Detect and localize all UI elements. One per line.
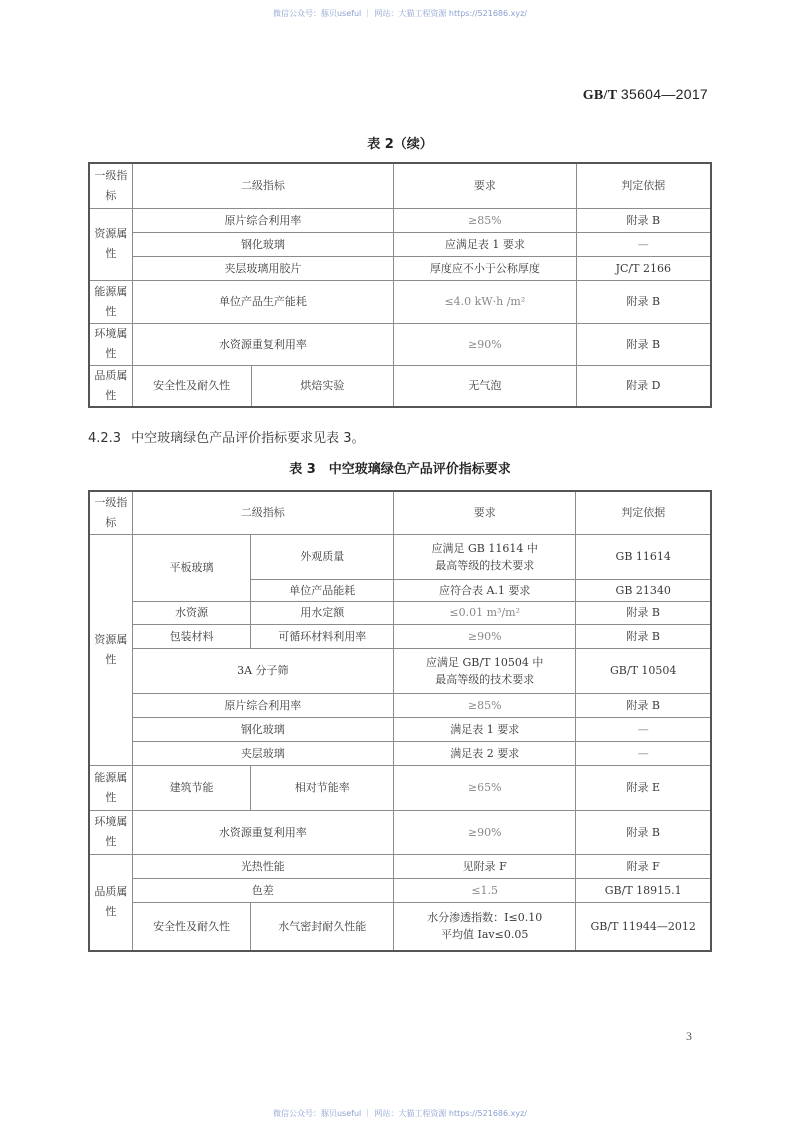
- level1-quality: 品质属性: [89, 854, 132, 951]
- table-header-row: [89, 163, 711, 208]
- table-row: [89, 365, 711, 407]
- header-requirement: 要求: [394, 163, 576, 208]
- level1-energy: 能源属性: [89, 280, 132, 323]
- table-row: [89, 693, 711, 717]
- requirement-line: 水分渗透指数：I≤0.10: [427, 911, 543, 925]
- table-row: [89, 902, 711, 951]
- requirement-cell: 见附录 F: [393, 854, 576, 878]
- basis-cell: 附录 B: [576, 323, 711, 365]
- table-row: [89, 208, 711, 232]
- basis-cell: 附录 B: [576, 693, 711, 717]
- basis-cell: 附录 B: [576, 601, 711, 624]
- level1-environment: 环境属性: [89, 810, 132, 854]
- requirement-cell: ≥85%: [394, 208, 576, 232]
- basis-cell: GB/T 10504: [576, 648, 711, 693]
- basis-cell: 附录 F: [576, 854, 711, 878]
- table-row: [89, 854, 711, 878]
- table2: [88, 162, 712, 408]
- table3: [88, 490, 712, 952]
- requirement-cell: ≤1.5: [393, 878, 576, 902]
- level2-cell: 水资源重复利用率: [132, 810, 393, 854]
- level2-cell: 光热性能: [132, 854, 393, 878]
- level2b-cell: 外观质量: [251, 534, 394, 579]
- header-level1: 一级指标: [89, 491, 132, 534]
- level2-cell: 钢化玻璃: [132, 232, 393, 256]
- level1-resource: 资源属性: [89, 208, 132, 280]
- table2-title: 表 2（续）: [367, 137, 433, 152]
- requirement-cell: [393, 534, 576, 579]
- level1-environment: 环境属性: [89, 323, 132, 365]
- header-requirement: 要求: [393, 491, 576, 534]
- requirement-cell: ≥90%: [393, 624, 576, 648]
- basis-cell: GB/T 18915.1: [576, 878, 711, 902]
- table-row: [89, 717, 711, 741]
- table-row: [89, 810, 711, 854]
- header-level1: 一级指标: [89, 163, 132, 208]
- level2a-flat-glass: 平板玻璃: [132, 534, 251, 601]
- requirement-cell: ≥65%: [393, 765, 576, 810]
- table-row: [89, 624, 711, 648]
- standard-code: [583, 86, 708, 104]
- table-row: [89, 601, 711, 624]
- header-level2: 二级指标: [132, 163, 393, 208]
- clause-4-2-3: [88, 427, 364, 446]
- watermark-bottom: 微信公众号：豚贝useful ｜ 网站：大猫工程资源 https://521686.xyz/: [272, 1109, 528, 1118]
- level2a-cell: 安全性及耐久性: [132, 902, 251, 951]
- requirement-line: 应满足 GB/T 10504 中: [426, 655, 544, 669]
- level2b-cell: 用水定额: [251, 601, 394, 624]
- level2-cell: 原片综合利用率: [132, 208, 393, 232]
- clause-text: 中空玻璃绿色产品评价指标要求见表 3。: [131, 431, 365, 446]
- standard-prefix: GB/T: [582, 88, 618, 103]
- table-row: [89, 878, 711, 902]
- basis-cell: JC/T 2166: [576, 256, 711, 280]
- table-row: [89, 280, 711, 323]
- level2b-cell: 烘焙实验: [251, 365, 394, 407]
- header-basis: 判定依据: [576, 163, 711, 208]
- requirement-line: 应满足 GB 11614 中: [431, 541, 538, 555]
- level2-cell: 单位产品生产能耗: [132, 280, 393, 323]
- requirement-cell: 应符合表 A.1 要求: [393, 579, 576, 601]
- level2-cell: 夹层玻璃: [132, 741, 393, 765]
- requirement-line: 最高等级的技术要求: [435, 672, 535, 686]
- basis-cell: —: [576, 717, 711, 741]
- level2-cell: 夹层玻璃用胶片: [132, 256, 393, 280]
- requirement-line: 平均值 Iav≤0.05: [441, 928, 529, 942]
- requirement-cell: 满足表 2 要求: [393, 741, 576, 765]
- level2a-cell: 包装材料: [132, 624, 251, 648]
- level2b-cell: 可循环材料利用率: [251, 624, 394, 648]
- watermark-top: 微信公众号：豚贝useful ｜ 网站：大猫工程资源 https://521686.xyz/: [272, 9, 528, 18]
- table-row: [89, 232, 711, 256]
- level2b-cell: 水气密封耐久性能: [251, 902, 394, 951]
- level2-cell: 钢化玻璃: [132, 717, 393, 741]
- requirement-cell: 应满足表 1 要求: [394, 232, 576, 256]
- clause-number: 4.2.3: [88, 431, 122, 446]
- requirement-cell: 满足表 1 要求: [393, 717, 576, 741]
- requirement-line: 最高等级的技术要求: [435, 558, 535, 572]
- table-row: [89, 741, 711, 765]
- requirement-cell: [393, 648, 576, 693]
- table-row: [89, 648, 711, 693]
- standard-number: 35604—2017: [620, 86, 708, 102]
- table-row: [89, 323, 711, 365]
- basis-cell: —: [576, 232, 711, 256]
- basis-cell: 附录 B: [576, 624, 711, 648]
- requirement-cell: ≥90%: [393, 810, 576, 854]
- requirement-cell: 厚度应不小于公称厚度: [394, 256, 576, 280]
- level2a-cell: 安全性及耐久性: [132, 365, 251, 407]
- basis-cell: 附录 B: [576, 280, 711, 323]
- basis-cell: GB/T 11944—2012: [576, 902, 711, 951]
- level2-cell: 水资源重复利用率: [132, 323, 393, 365]
- level1-resource: 资源属性: [89, 534, 132, 765]
- level2b-cell: 单位产品能耗: [251, 579, 394, 601]
- basis-cell: GB 21340: [576, 579, 711, 601]
- header-basis: 判定依据: [576, 491, 711, 534]
- basis-cell: GB 11614: [576, 534, 711, 579]
- table-row: [89, 534, 711, 579]
- requirement-cell: ≤0.01 m³/m²: [393, 601, 576, 624]
- requirement-cell: [393, 902, 576, 951]
- basis-cell: 附录 B: [576, 208, 711, 232]
- basis-cell: 附录 B: [576, 810, 711, 854]
- level2a-cell: 水资源: [132, 601, 251, 624]
- level1-energy: 能源属性: [89, 765, 132, 810]
- basis-cell: —: [576, 741, 711, 765]
- table-header-row: [89, 491, 711, 534]
- header-level2: 二级指标: [132, 491, 393, 534]
- page-number: 3: [686, 1029, 692, 1043]
- level2-cell: 色差: [132, 878, 393, 902]
- requirement-cell: ≥90%: [394, 323, 576, 365]
- level1-quality: 品质属性: [89, 365, 132, 407]
- level2-cell: 3A 分子筛: [132, 648, 393, 693]
- level2b-cell: 相对节能率: [251, 765, 394, 810]
- level2-cell: 原片综合利用率: [132, 693, 393, 717]
- level2a-cell: 建筑节能: [132, 765, 251, 810]
- table-row: [89, 765, 711, 810]
- table3-title: 表 3 中空玻璃绿色产品评价指标要求: [289, 462, 511, 477]
- requirement-cell: ≥85%: [393, 693, 576, 717]
- requirement-cell: ≤4.0 kW·h /m²: [394, 280, 576, 323]
- requirement-cell: 无气泡: [394, 365, 576, 407]
- table-row: [89, 256, 711, 280]
- basis-cell: 附录 D: [576, 365, 711, 407]
- basis-cell: 附录 E: [576, 765, 711, 810]
